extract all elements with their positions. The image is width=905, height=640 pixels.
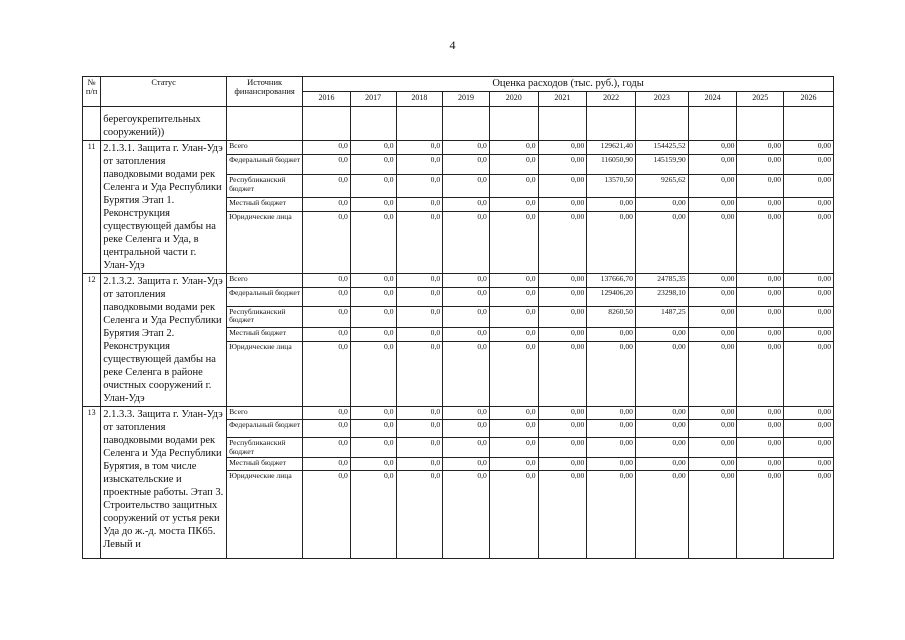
- expense-value: 0,00: [587, 438, 636, 458]
- expense-value: 0,0: [396, 306, 443, 327]
- expense-value: 129621,40: [587, 141, 636, 155]
- expense-value: 0,0: [303, 420, 351, 438]
- expense-value: 0,00: [538, 141, 587, 155]
- expense-value: 0,00: [737, 141, 784, 155]
- expense-value: 0,00: [784, 341, 834, 406]
- expense-value: 0,0: [489, 274, 538, 288]
- expense-value: 23298,10: [635, 287, 688, 306]
- expense-value: 137666,70: [587, 274, 636, 288]
- expense-value: 145159,90: [635, 155, 688, 175]
- expense-value: 0,0: [396, 141, 443, 155]
- funding-source: Местный бюджет: [227, 458, 303, 471]
- header-year: 2026: [784, 92, 834, 107]
- expense-value: 0,00: [737, 327, 784, 341]
- expense-value: 0,00: [688, 341, 737, 406]
- expense-value: 0,0: [396, 407, 443, 420]
- header-year: 2022: [587, 92, 636, 107]
- expense-value: 0,00: [635, 420, 688, 438]
- expense-value: 1487,25: [635, 306, 688, 327]
- expense-value: 0,0: [396, 197, 443, 211]
- expense-value: 0,00: [784, 327, 834, 341]
- expense-value: 0,0: [443, 274, 490, 288]
- expense-value: 0,0: [443, 327, 490, 341]
- expense-value: 0,0: [489, 211, 538, 273]
- header-year: 2019: [443, 92, 490, 107]
- expense-value: 0,00: [784, 438, 834, 458]
- expense-value: 0,0: [303, 287, 351, 306]
- header-year: 2018: [396, 92, 443, 107]
- expense-value: 0,0: [443, 471, 490, 559]
- expense-value: 0,00: [737, 471, 784, 559]
- expense-value: 0,00: [737, 407, 784, 420]
- funding-source: Республиканский бюджет: [227, 438, 303, 458]
- expense-value: 0,0: [443, 341, 490, 406]
- expense-value: 0,0: [350, 438, 396, 458]
- expense-value: 0,00: [737, 211, 784, 273]
- expense-value: 0,00: [784, 306, 834, 327]
- expense-value: 0,0: [303, 327, 351, 341]
- funding-source: Федеральный бюджет: [227, 155, 303, 175]
- expense-value: 0,00: [737, 438, 784, 458]
- expense-value: 0,00: [635, 327, 688, 341]
- expense-value: 0,00: [784, 420, 834, 438]
- expense-value: 13570,50: [587, 175, 636, 197]
- row-number: 13: [83, 407, 101, 559]
- expense-value: 0,0: [350, 175, 396, 197]
- expense-value: 0,00: [688, 407, 737, 420]
- expense-value: 0,00: [688, 197, 737, 211]
- expense-value: 0,00: [784, 407, 834, 420]
- expense-value: 0,0: [303, 458, 351, 471]
- expense-value: 0,0: [396, 458, 443, 471]
- expense-value: 0,0: [303, 155, 351, 175]
- expense-value: 0,00: [587, 197, 636, 211]
- header-year: 2020: [489, 92, 538, 107]
- expense-value: 0,00: [784, 211, 834, 273]
- expense-value: 0,0: [350, 197, 396, 211]
- expense-value: 0,00: [538, 175, 587, 197]
- expense-value: 0,00: [538, 341, 587, 406]
- expense-value: 0,00: [587, 211, 636, 273]
- expense-value: 8260,50: [587, 306, 636, 327]
- expense-value: 0,00: [538, 471, 587, 559]
- expense-value: 0,00: [538, 274, 587, 288]
- expense-value: 0,0: [489, 155, 538, 175]
- header-year: 2016: [303, 92, 351, 107]
- expense-value: 0,00: [635, 458, 688, 471]
- header-year: 2024: [688, 92, 737, 107]
- expense-value: 0,0: [303, 438, 351, 458]
- expense-value: 0,00: [538, 211, 587, 273]
- expense-value: 0,0: [396, 155, 443, 175]
- expense-value: 0,00: [587, 407, 636, 420]
- expense-value: 0,00: [538, 407, 587, 420]
- expense-value: 0,00: [688, 175, 737, 197]
- expense-value: 0,0: [350, 341, 396, 406]
- table-row: [83, 141, 834, 155]
- funding-source: Местный бюджет: [227, 197, 303, 211]
- expense-value: 0,00: [737, 287, 784, 306]
- expense-value: 0,0: [443, 211, 490, 273]
- expense-value: 0,0: [396, 211, 443, 273]
- funding-source: Местный бюджет: [227, 327, 303, 341]
- expense-value: 0,0: [396, 471, 443, 559]
- expense-value: 0,00: [784, 471, 834, 559]
- expense-value: 0,00: [737, 274, 784, 288]
- funding-source: Юридические лица: [227, 211, 303, 273]
- expense-value: 0,0: [303, 141, 351, 155]
- expense-value: 0,00: [688, 287, 737, 306]
- expense-value: 0,00: [688, 471, 737, 559]
- expense-value: 0,0: [489, 471, 538, 559]
- continuation-row: [83, 107, 834, 141]
- expense-value: 0,00: [688, 438, 737, 458]
- expense-value: 0,0: [350, 141, 396, 155]
- expense-value: 0,00: [635, 197, 688, 211]
- expense-value: 0,0: [303, 211, 351, 273]
- expense-value: 0,0: [489, 341, 538, 406]
- expense-value: 0,00: [784, 458, 834, 471]
- header-estimate: Оценка расходов (тыс. руб.), годы: [303, 77, 834, 92]
- expense-value: 0,0: [303, 341, 351, 406]
- expense-value: 0,0: [489, 197, 538, 211]
- expense-value: 0,00: [737, 341, 784, 406]
- funding-source: Республиканский бюджет: [227, 175, 303, 197]
- expense-value: 0,0: [303, 274, 351, 288]
- header-year: 2023: [635, 92, 688, 107]
- page-number: 4: [449, 38, 456, 52]
- expense-value: 0,0: [350, 274, 396, 288]
- expense-value: 0,0: [303, 407, 351, 420]
- header-status: Статус: [101, 77, 227, 107]
- header-source: Источник финансирования: [227, 77, 303, 107]
- expense-value: 0,0: [396, 420, 443, 438]
- expense-value: 0,00: [737, 306, 784, 327]
- expense-estimate-table: [82, 76, 834, 559]
- expense-value: 0,00: [784, 155, 834, 175]
- expense-value: 0,00: [587, 420, 636, 438]
- expense-value: 0,00: [784, 287, 834, 306]
- expense-value: 0,00: [635, 438, 688, 458]
- expense-value: 0,00: [538, 197, 587, 211]
- expense-value: 0,00: [688, 458, 737, 471]
- expense-value: 154425,52: [635, 141, 688, 155]
- expense-value: 0,00: [587, 327, 636, 341]
- expense-value: 0,00: [538, 155, 587, 175]
- expense-value: 0,0: [303, 197, 351, 211]
- expense-value: 0,00: [538, 438, 587, 458]
- expense-value: 0,00: [784, 141, 834, 155]
- header-num: № п/п: [83, 77, 101, 107]
- expense-value: 0,00: [688, 155, 737, 175]
- funding-source: Юридические лица: [227, 471, 303, 559]
- expense-value: 0,00: [737, 155, 784, 175]
- expense-value: 0,00: [737, 420, 784, 438]
- expense-value: 9265,62: [635, 175, 688, 197]
- expense-value: 0,00: [784, 274, 834, 288]
- expense-value: 0,00: [784, 197, 834, 211]
- expense-value: 0,0: [489, 141, 538, 155]
- expense-value: 24785,35: [635, 274, 688, 288]
- row-number: 11: [83, 141, 101, 274]
- expense-value: 0,0: [443, 155, 490, 175]
- status-cell: 2.1.3.2. Защита г. Улан-Удэ от затопления паводковыми водами рек Селенга и Уда Республики Бурятия Этап 2. Реконструкция существующей дамбы на реке Селенга в районе очистных сооружений г. Улан-Удэ: [101, 274, 227, 407]
- funding-source: Республиканский бюджет: [227, 306, 303, 327]
- expense-value: 0,00: [538, 287, 587, 306]
- expense-value: 0,0: [489, 438, 538, 458]
- expense-value: 0,0: [396, 274, 443, 288]
- expense-value: 0,0: [303, 175, 351, 197]
- expense-value: 0,0: [350, 287, 396, 306]
- funding-source: Федеральный бюджет: [227, 420, 303, 438]
- expense-value: 0,0: [443, 141, 490, 155]
- expense-value: 0,00: [538, 327, 587, 341]
- expense-value: 0,0: [350, 211, 396, 273]
- expense-value: 0,0: [350, 420, 396, 438]
- expense-value: 0,00: [737, 175, 784, 197]
- funding-source: Всего: [227, 407, 303, 420]
- expense-value: 0,00: [688, 420, 737, 438]
- expense-value: 0,0: [443, 420, 490, 438]
- expense-value: 0,00: [688, 141, 737, 155]
- expense-value: 0,0: [303, 471, 351, 559]
- expense-value: 0,00: [635, 211, 688, 273]
- expense-value: 0,0: [443, 197, 490, 211]
- expense-value: 0,00: [784, 175, 834, 197]
- expense-value: 0,00: [688, 274, 737, 288]
- expense-value: 0,00: [538, 458, 587, 471]
- expense-value: 0,00: [538, 420, 587, 438]
- status-cell: 2.1.3.3. Защита г. Улан-Удэ от затопления паводковыми водами рек Селенга и Уда Республики Бурятия, в том числе изыскательские и проектные работы. Этап 3. Строительство защитных сооружений от устья реки Уда до ж.-д. моста ПК65. Левый и: [101, 407, 227, 559]
- header-year: 2017: [350, 92, 396, 107]
- expense-value: 0,0: [443, 175, 490, 197]
- expense-value: 0,0: [489, 327, 538, 341]
- expense-value: 0,0: [350, 471, 396, 559]
- funding-source: Всего: [227, 274, 303, 288]
- expense-value: 0,0: [489, 175, 538, 197]
- expense-value: 0,00: [688, 327, 737, 341]
- expense-value: 0,0: [443, 407, 490, 420]
- expense-value: 0,0: [396, 287, 443, 306]
- expense-value: 0,0: [350, 407, 396, 420]
- expense-value: 0,0: [443, 306, 490, 327]
- expense-value: 0,00: [587, 471, 636, 559]
- expense-value: 0,0: [396, 341, 443, 406]
- status-cell: 2.1.3.1. Защита г. Улан-Удэ от затопления паводковыми водами рек Селенга и Уда Республики Бурятия Этап 1. Реконструкция существующей дамбы на реке Селенга и Уда, в центральной части г. Улан-Удэ: [101, 141, 227, 274]
- expense-value: 0,0: [350, 458, 396, 471]
- expense-value: 0,00: [635, 341, 688, 406]
- expense-value: 0,0: [350, 306, 396, 327]
- funding-source: Юридические лица: [227, 341, 303, 406]
- row-number: 12: [83, 274, 101, 407]
- expense-value: 0,0: [350, 155, 396, 175]
- expense-value: 0,00: [635, 407, 688, 420]
- expense-value: 0,00: [688, 306, 737, 327]
- expense-value: 0,00: [737, 458, 784, 471]
- expense-value: 0,0: [489, 287, 538, 306]
- expense-value: 0,00: [587, 458, 636, 471]
- expense-value: 0,0: [350, 327, 396, 341]
- expense-value: 0,00: [737, 197, 784, 211]
- expense-value: 0,0: [443, 438, 490, 458]
- funding-source: Всего: [227, 141, 303, 155]
- expense-value: 116050,90: [587, 155, 636, 175]
- table-row: [83, 274, 834, 288]
- expense-value: 0,0: [396, 327, 443, 341]
- expense-value: 129406,20: [587, 287, 636, 306]
- expense-value: 0,0: [443, 458, 490, 471]
- expense-value: 0,00: [587, 341, 636, 406]
- expense-value: 0,00: [635, 471, 688, 559]
- funding-source: Федеральный бюджет: [227, 287, 303, 306]
- header-year: 2025: [737, 92, 784, 107]
- expense-value: 0,0: [303, 306, 351, 327]
- header-year: 2021: [538, 92, 587, 107]
- expense-value: 0,0: [489, 306, 538, 327]
- expense-value: 0,0: [489, 458, 538, 471]
- table-row: [83, 407, 834, 420]
- expense-value: 0,0: [443, 287, 490, 306]
- expense-value: 0,0: [396, 175, 443, 197]
- expense-value: 0,00: [538, 306, 587, 327]
- expense-value: 0,0: [396, 438, 443, 458]
- continuation-text: берегоукрепительных сооружений)): [101, 107, 227, 141]
- expense-value: 0,00: [688, 211, 737, 273]
- expense-value: 0,0: [489, 407, 538, 420]
- expense-value: 0,0: [489, 420, 538, 438]
